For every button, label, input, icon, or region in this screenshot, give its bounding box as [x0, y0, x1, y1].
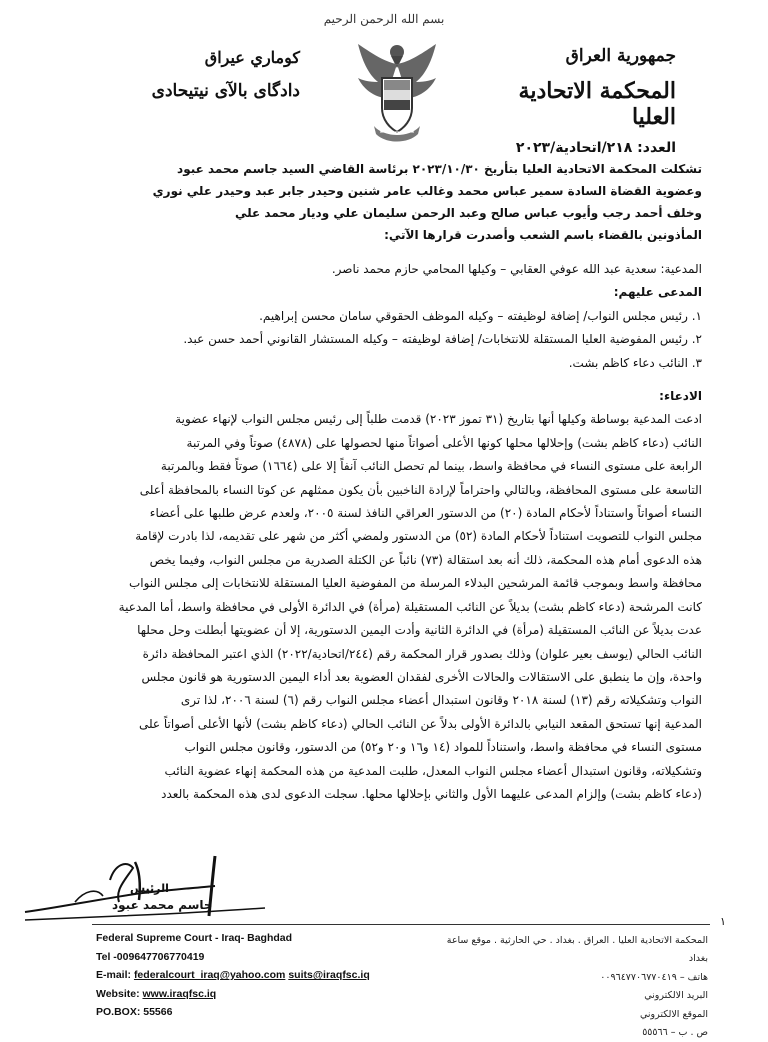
claim-paragraph — [92, 408, 702, 806]
defendant-item: ٢. رئيس المفوضية العليا المستقلة للانتخابات/ إضافة لوظيفته – وكيله المستشار القانوني أحمد حسن عبد. — [183, 332, 702, 347]
country-name-ar: جمهورية العراق — [565, 46, 676, 66]
footer-email-link-2[interactable]: suits@iraqfsc.iq — [288, 969, 370, 982]
court-name-ar: المحكمة الاتحادية العليا — [518, 78, 676, 130]
claim-line: عدت بديلاً عن النائب المستقيلة (مرأة) في الدائرة الثانية وأدت اليمين الدستورية، إلا أن عضويتها أبطلت وحل محلها — [137, 623, 702, 638]
claim-line: واحدة، وإن ما ينطبق على الاستقالات والحالات الأخرى لفقدان العضوية بعد أداء اليمين الدستورية هو قانون مجلس — [141, 669, 702, 684]
court-composition — [92, 158, 702, 246]
footer-english — [96, 929, 370, 1022]
plaintiff-line: المدعية: سعدية عبد الله عوفي العقابي – وكيلها المحامي حازم محمد ناصر. — [331, 262, 702, 276]
claim-line: مستوى النساء في محافظة واسط، واستناداً للمواد (١٤ و١٦ و٢٠ و٥٢) من الدستور، وقانون مجلس النواب — [184, 740, 702, 755]
footer-website-label: Website: — [96, 987, 143, 1000]
iraq-eagle-emblem — [354, 38, 440, 146]
claim-line: مجلس النواب للتصويت استناداً لأحكام المادة (٥٢) من الدستور ولمضي أكثر من شهر على تقديمه، لذا بادرت لإقامة — [135, 529, 702, 544]
footer-court: Federal Supreme Court - Iraq- Baghdad — [96, 932, 293, 944]
footer-email-ar: البريد الالكتروني — [644, 990, 708, 1002]
footer-email-link-1[interactable]: federalcourt_iraq@yahoo.com — [133, 969, 286, 982]
footer-tel: Tel -009647706770419 — [96, 950, 205, 963]
claim-line: محافظة واسط وبموجب قائمة المرشحين البدلاء المرسلة من المفوضية العليا المستقلة للانتخابات إلى مجلس النواب — [128, 576, 702, 591]
claim-line: وتشكيلاته، وقانون استبدال أعضاء مجلس النواب المعدل، طلبت المدعية من هذه المحكمة إنهاء عضوية النائب — [164, 763, 702, 778]
footer-pobox-ar: ص . ب – ٥٥٥٦٦ — [642, 1027, 708, 1039]
defendant-item: ٣. النائب دعاء كاظم بشت. — [568, 355, 702, 370]
signature-name: جاسم محمد عبود — [112, 898, 213, 912]
intro-line: وعضوية القضاة السادة سمير عباس محمد وغالب عامر شنين وحيدر جابر عبد وحيدر علي نوري — [152, 184, 702, 198]
footer-site-ar: الموقع الالكتروني — [639, 1008, 708, 1020]
footer-email-row — [96, 966, 370, 985]
footer-email-label: E-mail: — [96, 969, 134, 982]
intro-line: المأذونين بالقضاء باسم الشعب وأصدرت قرارها الآتي: — [384, 228, 702, 242]
claim-line: المدعية إنها تستحق المقعد النيابي بالدائرة الأولى بدلاً عن النائب الحالي (دعاء كاظم بشت) لأنها الأعلى أصواتاً على — [138, 716, 702, 731]
header-arabic-block — [476, 46, 676, 156]
claim-label: الادعاء: — [659, 389, 702, 404]
claim-line: النائب الحالي (يوسف بعير علوان) وذلك بصدور قرار المحكمة رقم (٢٤٤/اتحادية/٢٠٢٢) الذي اعتبر المحافظة دائرة — [142, 646, 702, 661]
defendant-item: ١. رئيس مجلس النواب/ إضافة لوظيفته – وكيله الموظف الحقوقي سامان محسن إبراهيم. — [259, 308, 702, 323]
footer-divider — [92, 924, 710, 925]
footer-pobox: PO.BOX: 55566 — [96, 1006, 173, 1019]
header-kurdish-block — [100, 48, 300, 101]
claim-line: هذه الدعوى أمام هذه المحكمة، ذلك أنه بعد استقالة (٧٣) نائباً عن الكتلة الصدرية من مجلس النواب، وفيما يخص — [149, 552, 702, 567]
court-name-ku: دادگاى بالآى نيتيحادى — [151, 81, 300, 101]
claim-line: النائب (دعاء كاظم بشت) وإحلالها محلها كونها الأعلى أصواتاً منها لحصولها على (٤٨٧٨) صوتاً وفي المرتبة — [186, 435, 702, 450]
footer-arabic — [438, 932, 708, 1042]
defendants-label: المدعى عليهم: — [613, 285, 702, 300]
claim-line: الرابعة على مستوى النساء في محافظة واسط، بينما لم تحصل النائب آنفاً إلا على (١٦٦٤) صوتاً فقط وبالمرتبة — [160, 459, 702, 474]
footer-website-link[interactable]: www.iraqfsc.iq — [142, 987, 217, 1000]
signature-title: الرئيس — [130, 882, 169, 895]
claim-line: ادعت المدعية بوساطة وكيلها أنها بتاريخ (٣١ تموز ٢٠٢٣) قدمت طلباً إلى رئيس مجلس النواب لإنهاء عضوية — [175, 412, 702, 427]
claim-line: النواب وتشكيلاته رقم (١٣) لسنة ٢٠١٨ وقانون استبدال أعضاء مجلس النواب رقم (٦) لسنة ٢٠٠٦، لذا ترى — [180, 693, 702, 708]
claim-line: التاسعة على مستوى المحافظة، وبالتالي واحتراماً لإرادة الناخبين بأن يكون ممثلهم عن كوتا النساء بالمحافظة أعلى — [139, 482, 702, 497]
claim-line: النساء أصواتاً واستناداً لأحكام المادة (٢٠) من الدستور العراقي النافذ لسنة ٢٠٠٥، ولعدم عرض طلبها على أعضاء — [149, 506, 702, 521]
footer-website-row — [96, 985, 370, 1004]
decision-text — [92, 158, 702, 806]
footer-address-ar: المحكمة الاتحادية العليا . العراق . بغداد . حي الحارثية . موقع ساعة بغداد — [446, 935, 708, 965]
basmala: بسم الله الرحمن الرحيم — [323, 12, 445, 26]
decision-number: العدد: ٢١٨/اتحادية/٢٠٢٣ — [515, 140, 676, 156]
intro-line: تشكلت المحكمة الاتحادية العليا بتأريخ ٢٠٢٣/١٠/٣٠ برئاسة القاضي السيد جاسم محمد عبود — [177, 162, 702, 176]
footer-phone-ar: هاتف – ٠٠٩٦٤٧٧٠٦٧٧٠٤١٩ — [600, 971, 708, 983]
claim-line: (دعاء كاظم بشت) وإلزام المدعى عليهما الأول والثاني بإحلالها محلها. سجلت الدعوى لدى هذه المحكمة بالعدد — [161, 786, 702, 801]
intro-line: وخلف أحمد رجب وأيوب عباس صالح وعبد الرحمن سليمان علي وديار محمد علي — [234, 206, 702, 220]
page-number: ١ — [720, 915, 726, 928]
claim-line: كانت المرشحة (دعاء كاظم بشت) بديلاً عن النائب المستقيلة (مرأة) في الدائرة الأولى في محافظة واسط، أما المدعية — [118, 599, 702, 614]
country-name-ku: كوماري عيراق — [204, 48, 300, 67]
